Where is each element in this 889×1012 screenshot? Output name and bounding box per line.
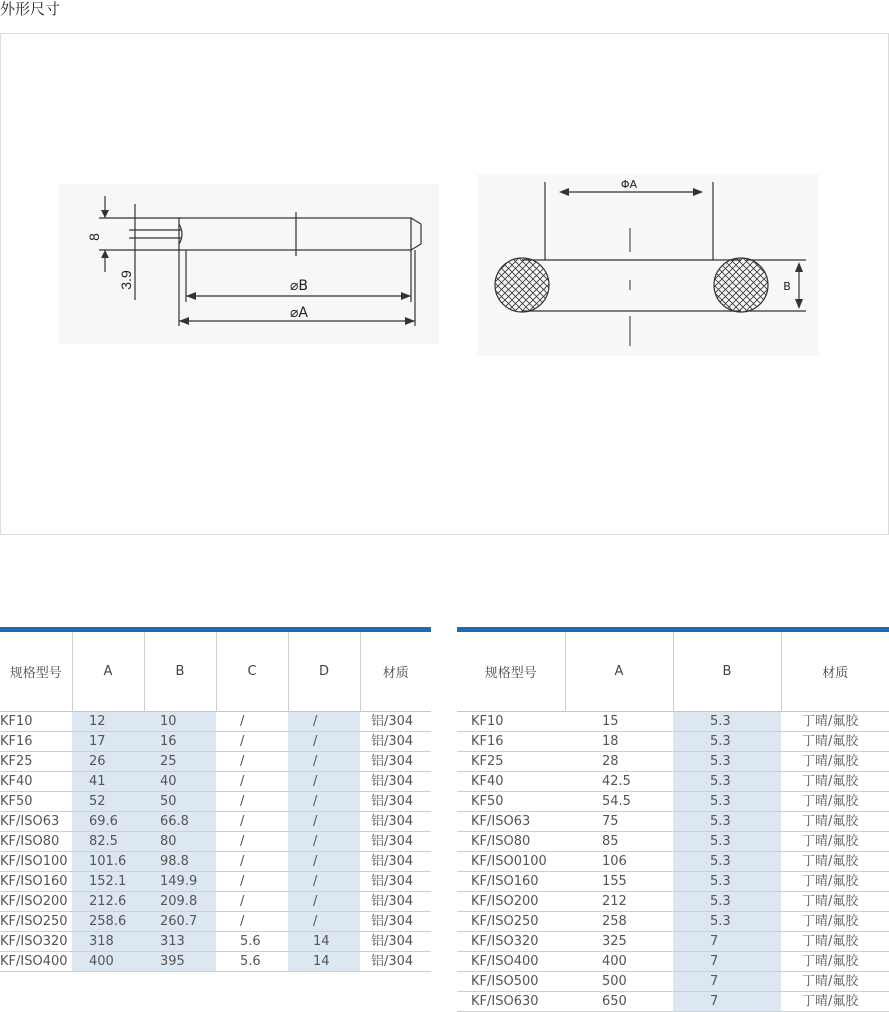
cell-material: 丁晴/氟胶 [781,852,889,872]
cell-d: / [288,712,360,732]
cell-b: 5.3 [673,892,781,912]
cell-material: 铝/304 [360,752,431,772]
cell-a: 82.5 [72,832,144,852]
cell-c: / [216,812,288,832]
cell-material: 丁晴/氟胶 [781,712,889,732]
table-row [457,812,889,832]
cell-b: 7 [673,992,781,1012]
cell-b: 98.8 [144,852,216,872]
col-header-b: B [673,632,781,712]
cell-model: KF/ISO400 [457,952,565,972]
cell-model: KF50 [457,792,565,812]
drawings-svg [1,34,888,534]
cell-a: 69.6 [72,812,144,832]
cell-model: KF/ISO250 [457,912,565,932]
cell-c: 5.6 [216,952,288,972]
cell-material: 铝/304 [360,772,431,792]
cell-b: 7 [673,932,781,952]
table-row [0,832,431,852]
cell-b: 5.3 [673,872,781,892]
col-header-material: 材质 [360,632,431,712]
cell-d: / [288,792,360,812]
cell-b: 25 [144,752,216,772]
cell-a: 18 [565,732,673,752]
cell-b: 40 [144,772,216,792]
cell-a: 258.6 [72,912,144,932]
cell-material: 丁晴/氟胶 [781,932,889,952]
cell-a: 17 [72,732,144,752]
cell-model: KF/ISO80 [0,832,72,852]
cell-c: / [216,712,288,732]
cell-b: 260.7 [144,912,216,932]
cell-b: 10 [144,712,216,732]
table-header-row [457,632,889,712]
centering-ring-drawing [59,184,439,344]
cell-material: 丁晴/氟胶 [781,732,889,752]
cell-a: 26 [72,752,144,772]
table-row [457,972,889,992]
o-ring-table-wrap [457,627,889,1012]
table-row [0,892,431,912]
table-row [0,712,431,732]
cell-model: KF/ISO320 [0,932,72,952]
dim-a-label: ⌀A [289,305,309,321]
centering-ring-spec-table [0,632,431,972]
cell-model: KF/ISO320 [457,932,565,952]
cell-b: 5.3 [673,752,781,772]
cell-d: / [288,772,360,792]
cell-material: 丁晴/氟胶 [781,892,889,912]
cell-b: 5.3 [673,832,781,852]
table-row [0,792,431,812]
cell-a: 54.5 [565,792,673,812]
cell-model: KF/ISO500 [457,972,565,992]
cell-material: 丁晴/氟胶 [781,952,889,972]
cell-model: KF16 [457,732,565,752]
cell-material: 丁晴/氟胶 [781,752,889,772]
table-header-row [0,632,431,712]
table-row [457,792,889,812]
cell-d: / [288,732,360,752]
table-row [457,892,889,912]
table-row [457,772,889,792]
o-ring-spec-table [457,632,889,1012]
cell-a: 85 [565,832,673,852]
cell-model: KF10 [457,712,565,732]
cell-c: / [216,892,288,912]
cell-material: 丁晴/氟胶 [781,812,889,832]
cell-b: 149.9 [144,872,216,892]
cell-c: / [216,772,288,792]
table-row [0,752,431,772]
cell-material: 丁晴/氟胶 [781,832,889,852]
table-row [457,912,889,932]
cell-material: 铝/304 [360,892,431,912]
cell-a: 155 [565,872,673,892]
dim-b-label-right: B [783,280,791,293]
cell-c: 5.6 [216,932,288,952]
dimension-drawings [0,33,889,535]
col-header-d: D [288,632,360,712]
cell-b: 395 [144,952,216,972]
cell-b: 5.3 [673,712,781,732]
cell-b: 5.3 [673,772,781,792]
cell-model: KF/ISO80 [457,832,565,852]
cell-a: 12 [72,712,144,732]
col-header-a: A [565,632,673,712]
cell-model: KF/ISO250 [0,912,72,932]
table-row [0,852,431,872]
cell-model: KF50 [0,792,72,812]
cell-model: KF16 [0,732,72,752]
table-row [0,732,431,752]
cell-material: 铝/304 [360,812,431,832]
cell-material: 丁晴/氟胶 [781,792,889,812]
page-title: 外形尺寸 [0,0,61,18]
table-row [0,932,431,952]
cell-material: 铝/304 [360,792,431,812]
cell-model: KF10 [0,712,72,732]
cell-a: 650 [565,992,673,1012]
cell-c: / [216,832,288,852]
cell-model: KF/ISO160 [457,872,565,892]
col-header-model: 规格型号 [9,666,62,681]
cell-a: 101.6 [72,852,144,872]
cell-a: 152.1 [72,872,144,892]
cell-a: 500 [565,972,673,992]
cell-model: KF/ISO200 [0,892,72,912]
cell-b: 209.8 [144,892,216,912]
cell-a: 212 [565,892,673,912]
cell-material: 铝/304 [360,852,431,872]
cell-material: 铝/304 [360,912,431,932]
dim-height-label: 8 [86,233,102,241]
cell-d: / [288,752,360,772]
dim-b-label: ⌀B [289,278,309,294]
cell-b: 5.3 [673,792,781,812]
table-row [0,912,431,932]
cell-material: 丁晴/氟胶 [781,772,889,792]
cell-b: 5.3 [673,912,781,932]
dim-phi-a-label: ΦA [620,178,638,191]
cell-material: 丁晴/氟胶 [781,972,889,992]
cell-d: / [288,812,360,832]
cell-b: 7 [673,972,781,992]
table-row [457,932,889,952]
cell-a: 41 [72,772,144,792]
table-row [457,732,889,752]
cell-model: KF25 [0,752,72,772]
cell-b: 16 [144,732,216,752]
cell-model: KF/ISO630 [457,992,565,1012]
cell-material: 铝/304 [360,872,431,892]
cell-b: 313 [144,932,216,952]
cell-a: 28 [565,752,673,772]
cell-model: KF40 [0,772,72,792]
cell-b: 5.3 [673,732,781,752]
cell-c: / [216,732,288,752]
cell-model: KF/ISO63 [457,812,565,832]
cell-material: 丁晴/氟胶 [781,872,889,892]
cell-model: KF/ISO200 [457,892,565,912]
cell-model: KF/ISO63 [0,812,72,832]
table-row [0,952,431,972]
table-row [0,872,431,892]
cell-a: 15 [565,712,673,732]
table-row [457,872,889,892]
cell-a: 325 [565,932,673,952]
cell-b: 5.3 [673,812,781,832]
cell-c: / [216,872,288,892]
cell-c: / [216,792,288,812]
col-header-material: 材质 [781,632,889,712]
cell-material: 丁晴/氟胶 [781,992,889,1012]
cell-a: 106 [565,852,673,872]
cell-material: 铝/304 [360,952,431,972]
cell-a: 52 [72,792,144,812]
col-header-c: C [216,632,288,712]
cell-d: / [288,912,360,932]
cell-a: 400 [72,952,144,972]
col-header-model: 规格型号 [484,666,537,681]
table-row [457,992,889,1012]
cell-model: KF/ISO400 [0,952,72,972]
dim-groove-label: 3.9 [118,270,134,290]
col-header-a: A [72,632,144,712]
cell-c: / [216,752,288,772]
table-row [457,712,889,732]
cell-b: 80 [144,832,216,852]
cell-a: 212.6 [72,892,144,912]
cell-material: 铝/304 [360,732,431,752]
centering-ring-table-wrap [0,627,431,972]
table-row [0,812,431,832]
cell-a: 258 [565,912,673,932]
cell-b: 66.8 [144,812,216,832]
cell-d: / [288,892,360,912]
cell-c: / [216,912,288,932]
table-row [457,752,889,772]
cell-a: 42.5 [565,772,673,792]
cell-c: / [216,852,288,872]
cell-d: 14 [288,952,360,972]
table-row [457,852,889,872]
cell-a: 75 [565,812,673,832]
cell-model: KF40 [457,772,565,792]
cell-b: 5.3 [673,852,781,872]
cell-model: KF/ISO0100 [457,852,565,872]
cell-material: 丁晴/氟胶 [781,912,889,932]
cell-material: 铝/304 [360,712,431,732]
cell-model: KF/ISO160 [0,872,72,892]
cell-d: / [288,832,360,852]
cell-material: 铝/304 [360,932,431,952]
cell-b: 7 [673,952,781,972]
cell-b: 50 [144,792,216,812]
col-header-b: B [144,632,216,712]
cell-material: 铝/304 [360,832,431,852]
cell-d: / [288,852,360,872]
cell-model: KF/ISO100 [0,852,72,872]
table-row [457,832,889,852]
o-ring-drawing [477,174,819,356]
cell-a: 318 [72,932,144,952]
cell-d: 14 [288,932,360,952]
table-row [457,952,889,972]
cell-d: / [288,872,360,892]
table-row [0,772,431,792]
cell-a: 400 [565,952,673,972]
cell-model: KF25 [457,752,565,772]
